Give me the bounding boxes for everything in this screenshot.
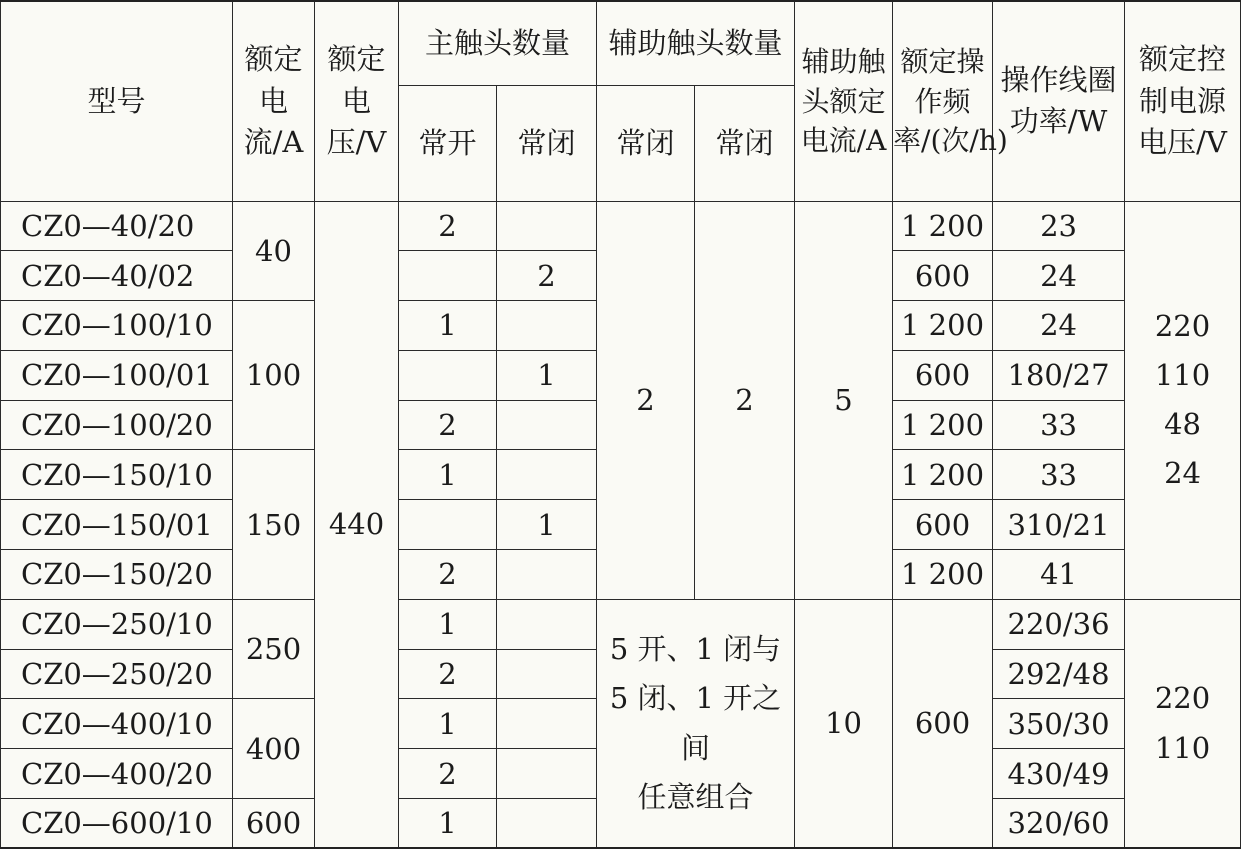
header-main-contacts: 主触头数量 (399, 1, 597, 85)
cell-frequency: 600 (893, 251, 993, 301)
cell-main-nc (497, 749, 597, 799)
cell-model: CZ0—150/20 (1, 550, 233, 600)
cell-main-nc: 1 (497, 350, 597, 400)
cell-frequency: 1 200 (893, 550, 993, 600)
cell-model: CZ0—600/10 (1, 799, 233, 849)
cell-power: 33 (993, 450, 1125, 500)
cell-frequency: 1 200 (893, 400, 993, 450)
cell-current-group: 250 (233, 599, 315, 699)
cell-control-voltage-large (1125, 599, 1241, 848)
cell-power: 24 (993, 301, 1125, 351)
cell-current-group: 150 (233, 450, 315, 599)
cell-main-no: 1 (399, 450, 497, 500)
table-row (1, 201, 1241, 251)
cell-main-nc (497, 799, 597, 849)
cell-main-nc (497, 699, 597, 749)
cell-main-nc (497, 599, 597, 649)
cell-power: 220/36 (993, 599, 1125, 649)
cell-frequency: 1 200 (893, 201, 993, 251)
cell-main-no: 1 (399, 799, 497, 849)
cell-model: CZ0—250/20 (1, 649, 233, 699)
header-rated-current: 额定电流/A (233, 1, 315, 201)
cell-current-group: 40 (233, 201, 315, 301)
header-main-nc: 常闭 (497, 85, 597, 201)
cell-main-nc (497, 450, 597, 500)
header-aux-contacts: 辅助触头数量 (597, 1, 795, 85)
cell-model: CZ0—400/10 (1, 699, 233, 749)
cell-aux-b-group: 2 (695, 201, 795, 599)
header-rated-voltage: 额定电压/V (315, 1, 399, 201)
cell-aux-a-group: 2 (597, 201, 695, 599)
cell-main-nc (497, 400, 597, 450)
cell-model: CZ0—150/01 (1, 500, 233, 550)
cell-main-no: 2 (399, 550, 497, 600)
header-aux-a: 常闭 (597, 85, 695, 201)
cell-voltage-group: 440 (315, 201, 399, 848)
header-control-voltage: 额定控制电源电压/V (1125, 1, 1241, 201)
cell-main-no: 2 (399, 649, 497, 699)
cell-main-nc: 1 (497, 500, 597, 550)
cell-main-no: 2 (399, 201, 497, 251)
cell-main-no (399, 251, 497, 301)
cell-frequency-large: 600 (893, 599, 993, 848)
cell-power: 41 (993, 550, 1125, 600)
cell-model: CZ0—40/20 (1, 201, 233, 251)
cell-frequency: 600 (893, 350, 993, 400)
cell-power: 350/30 (993, 699, 1125, 749)
cell-power: 180/27 (993, 350, 1125, 400)
cell-frequency: 600 (893, 500, 993, 550)
cell-main-no: 1 (399, 301, 497, 351)
cell-power: 24 (993, 251, 1125, 301)
cell-model: CZ0—400/20 (1, 749, 233, 799)
cell-main-nc (497, 201, 597, 251)
cell-power: 310/21 (993, 500, 1125, 550)
cell-frequency: 1 200 (893, 301, 993, 351)
cell-main-no: 2 (399, 749, 497, 799)
header-op-frequency: 额定操作频率/(次/h) (893, 1, 993, 201)
cell-current-group: 600 (233, 799, 315, 849)
header-model: 型号 (1, 1, 233, 201)
cell-power: 292/48 (993, 649, 1125, 699)
cell-main-nc (497, 550, 597, 600)
cell-power: 23 (993, 201, 1125, 251)
header-aux-current: 辅助触头额定电流/A (795, 1, 893, 201)
control-voltage-list: 220 110 (1154, 681, 1211, 765)
cell-main-no (399, 350, 497, 400)
cell-control-voltage-group (1125, 201, 1241, 599)
cell-power: 430/49 (993, 749, 1125, 799)
cell-main-nc: 2 (497, 251, 597, 301)
cell-power: 33 (993, 400, 1125, 450)
cell-power: 320/60 (993, 799, 1125, 849)
cell-model: CZ0—150/10 (1, 450, 233, 500)
cell-aux-current-large: 10 (795, 599, 893, 848)
cell-main-no (399, 500, 497, 550)
header-coil-power: 操作线圈功率/W (993, 1, 1125, 201)
cell-main-nc (497, 649, 597, 699)
cell-main-no: 1 (399, 599, 497, 649)
cell-frequency: 1 200 (893, 450, 993, 500)
header-aux-b: 常闭 (695, 85, 795, 201)
cell-model: CZ0—100/01 (1, 350, 233, 400)
cell-model: CZ0—100/20 (1, 400, 233, 450)
aux-combination-text: 5 开、1 闭与 5 闭、1 开之间 任意组合 (609, 632, 782, 814)
cell-main-no: 2 (399, 400, 497, 450)
control-voltage-list: 220 110 48 24 (1154, 308, 1211, 491)
cell-aux-current-group: 5 (795, 201, 893, 599)
cell-current-group: 100 (233, 301, 315, 450)
cell-main-no: 1 (399, 699, 497, 749)
cell-model: CZ0—40/02 (1, 251, 233, 301)
cell-main-nc (497, 301, 597, 351)
table-row (1, 599, 1241, 649)
cell-current-group: 400 (233, 699, 315, 799)
cell-aux-combination (597, 599, 795, 848)
header-main-no: 常开 (399, 85, 497, 201)
cell-model: CZ0—250/10 (1, 599, 233, 649)
cell-model: CZ0—100/10 (1, 301, 233, 351)
